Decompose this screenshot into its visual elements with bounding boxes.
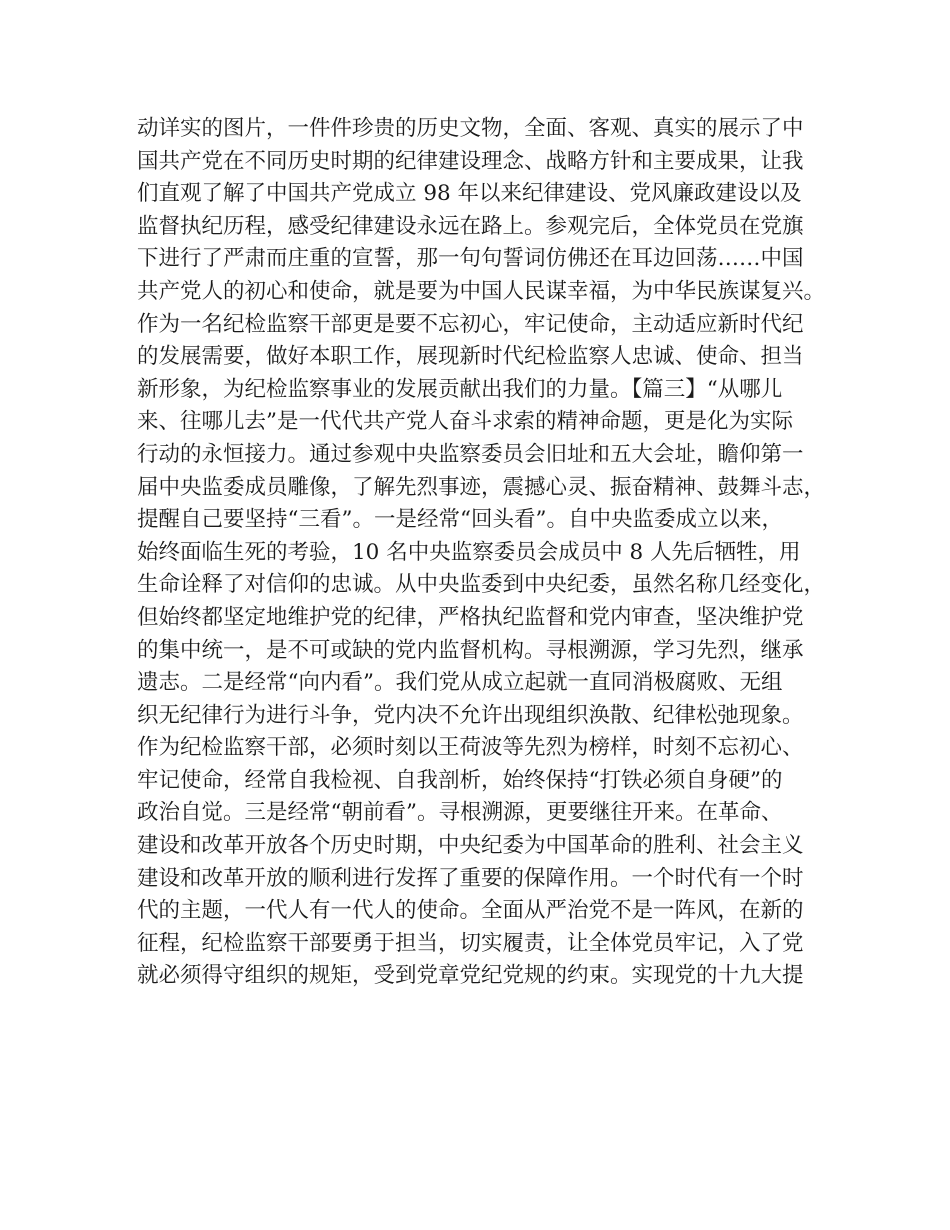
text-line: 的发展需要，做好本职工作，展现新时代纪检监察人忠诚、使命、担当 (137, 344, 804, 370)
text-line: 就必须得守组织的规矩，受到党章党纪党规的约束。实现党的十九大提 (137, 963, 804, 989)
text-line: 政治自觉。三是经常“朝前看”。寻根溯源，更要继往开来。在革命、 (137, 800, 783, 826)
text-line: 生命诠释了对信仰的忠诚。从中央监委到中央纪委，虽然名称几经变化， (137, 572, 826, 598)
text-line: 动详实的图片，一件件珍贵的历史文物，全面、客观、真实的展示了中 (137, 116, 804, 141)
text-line: 征程，纪检监察干部要勇于担当，切实履责，让全体党员牢记，入了党 (137, 930, 804, 956)
text-line: 作为纪检监察干部，必须时刻以王荷波等先烈为榜样，时刻不忘初心、 (137, 735, 804, 761)
text-line: 监督执纪历程，感受纪律建设永远在路上。参观完后，全体党员在党旗 (137, 213, 804, 239)
text-line: 的集中统一，是不可或缺的党内监督机构。寻根溯源，学习先烈，继承 (137, 637, 804, 663)
text-line: 来、往哪儿去”是一代代共产党人奋斗求索的精神命题，更是化为实际 (137, 409, 793, 435)
text-line: 始终面临生死的考验，10 名中央监察委员会成员中 8 人先后牺牲，用 (137, 539, 801, 565)
text-line: 们直观了解了中国共产党成立 98 年以来纪律建设、党风廉政建设以及 (137, 181, 802, 207)
text-line: 届中央监委成员雕像，了解先烈事迹，震撼心灵、振奋精神、鼓舞斗志， (137, 474, 826, 500)
text-line: 作为一名纪检监察干部更是要不忘初心，牢记使命，主动适应新时代纪 (137, 311, 804, 337)
text-line: 建设和改革开放的顺利进行发挥了重要的保障作用。一个时代有一个时 (137, 865, 804, 891)
text-line: 织无纪律行为进行斗争，党内决不允许出现组织涣散、纪律松弛现象。 (137, 702, 804, 728)
text-line: 牢记使命，经常自我检视、自我剖析，始终保持“打铁必须自身硬”的 (137, 767, 783, 793)
text-line: 代的主题，一代人有一代人的使命。全面从严治党不是一阵风，在新的 (137, 898, 804, 924)
body-text (137, 113, 827, 993)
text-line: 共产党人的初心和使命，就是要为中国人民谋幸福，为中华民族谋复兴。 (137, 278, 826, 304)
text-line: 国共产党在不同历史时期的纪律建设理念、战略方针和主要成果，让我 (137, 148, 804, 174)
text-line: 提醒自己要坚持“三看”。一是经常“回头看”。自中央监委成立以来， (137, 507, 783, 533)
text-line: 建设和改革开放各个历史时期，中央纪委为中国革命的胜利、社会主义 (137, 833, 804, 859)
text-line: 新形象，为纪检监察事业的发展贡献出我们的力量。【篇三】“从哪儿 (137, 376, 783, 402)
text-line: 行动的永恒接力。通过参观中央监察委员会旧址和五大会址，瞻仰第一 (137, 441, 804, 467)
text-line: 遗志。二是经常“向内看”。我们党从成立起就一直同消极腐败、无组 (137, 670, 783, 696)
text-line: 但始终都坚定地维护党的纪律，严格执纪监督和党内审查，坚决维护党 (137, 604, 804, 630)
text-line: 下进行了严肃而庄重的宣誓，那一句句誓词仿佛还在耳边回荡……中国 (137, 246, 804, 272)
